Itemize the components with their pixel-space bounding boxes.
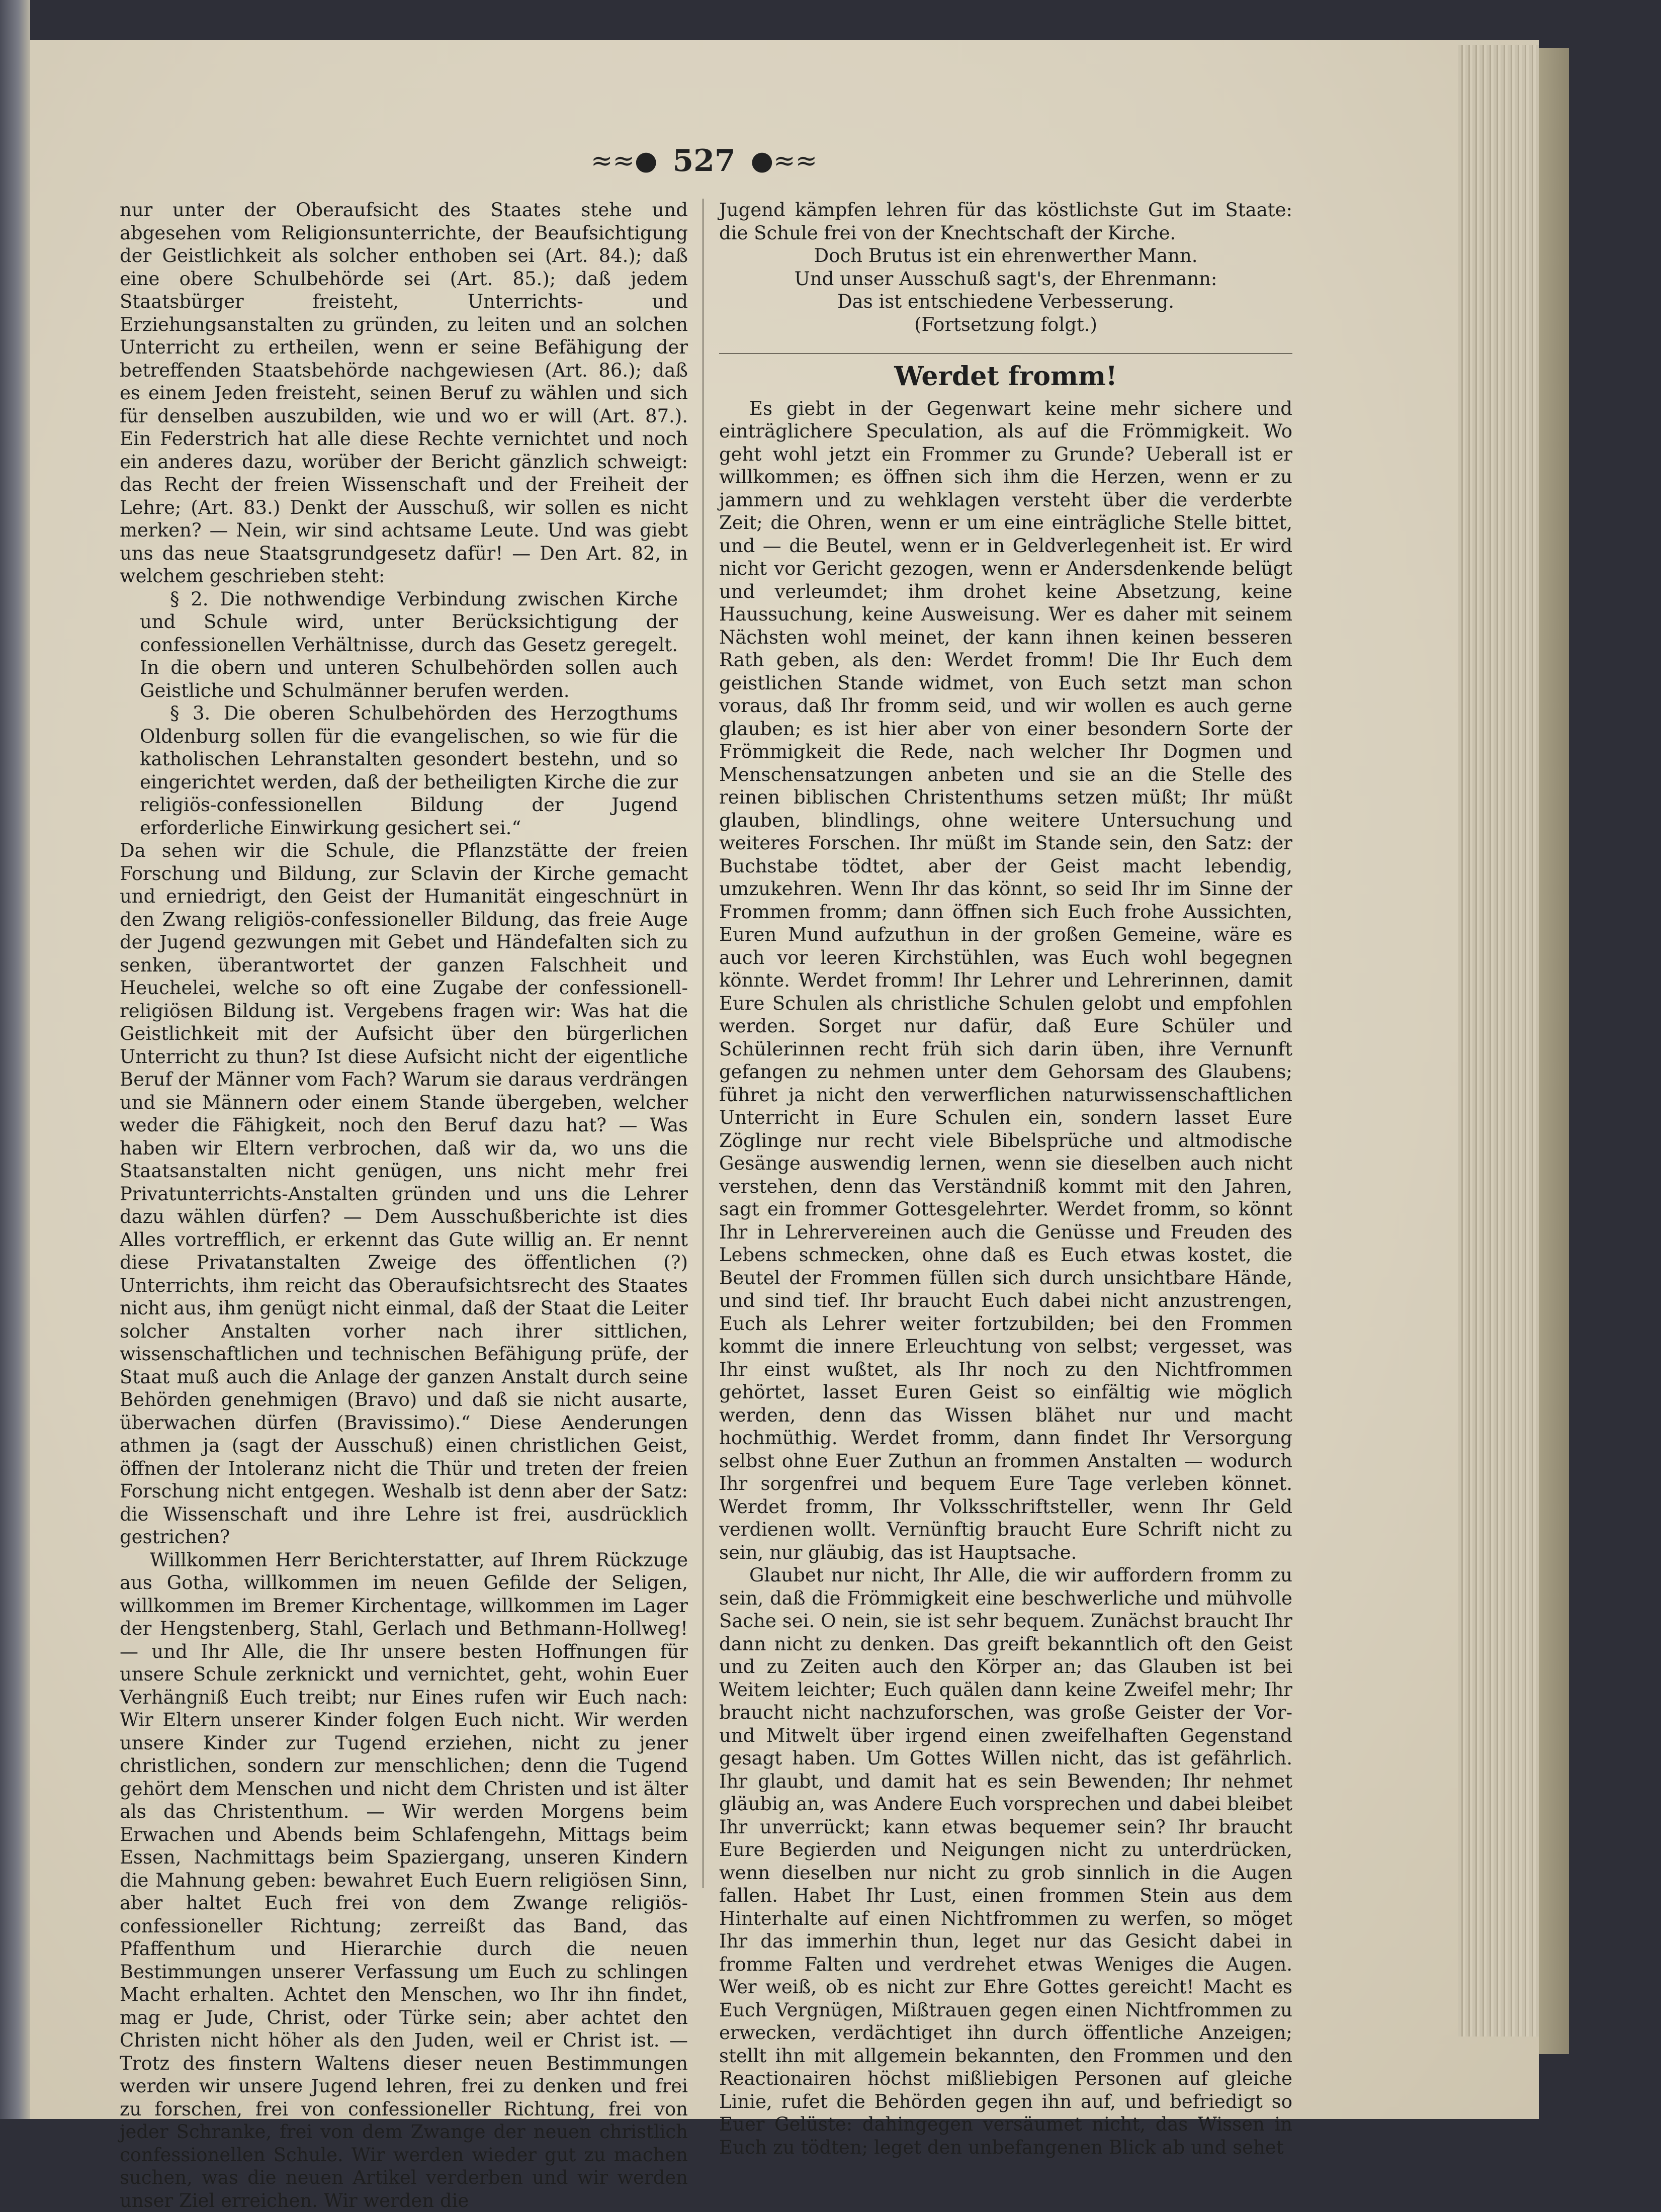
book-cover-board: [1539, 48, 1569, 2054]
quoted-article-section-3: § 3. Die oberen Schulbehörden des Herzogthums Oldenburg sollen für die evangelischen, so wie für die katholischen Lehranstalten gesondert bestehn, und so eingerichtet werden, daß der betheiligten Kirche die zur religiös-confessionellen Bildung der Jugend erforderliche Einwirkung gesichert sei.“: [140, 702, 678, 839]
paragraph: Jugend kämpfen lehren für das köstlichste Gut im Staate: die Schule frei von der Knechtschaft der Kirche.: [719, 199, 1292, 244]
verse-line: Das ist entschiedene Verbesserung.: [719, 290, 1292, 313]
ornament-right-icon: ●≈≈: [751, 146, 818, 176]
page-edges: [1458, 45, 1539, 2037]
paragraph: Willkommen Herr Berichterstatter, auf Ihrem Rückzuge aus Gotha, willkommen im neuen Gefilde der Seligen, willkommen im Bremer Kirchentage, willkommen im Lager der Hengstenberg, Stahl, Gerlach und Bethmann-Hollweg! — und Ihr Alle, die Ihr unsere besten Hoffnungen für unsere Schule zerknickt und vernichtet, geht, wohin Euer Verhängniß Euch treibt; nur Eines rufen wir Euch nach: Wir Eltern unserer Kinder folgen Euch nicht. Wir werden unsere Kinder zur Tugend erziehen, nicht zu jener christlichen, sondern zur menschlichen; denn die Tugend gehört dem Menschen und nicht dem Christen und ist älter als das Christenthum. — Wir werden Morgens beim Erwachen und Abends beim Schlafengehn, Mittags beim Essen, Nachmittags beim Spaziergang, unseren Kindern die Mahnung geben: bewahret Euch Euern religiösen Sinn, aber haltet Euch frei von dem Zwange religiös-confessioneller Richtung; zerreißt das Band, das Pfaffenthum und Hierarchie durch die neuen Bestimmungen unserer Verfassung um Euch zu schlingen Macht erhalten. Achtet den Menschen, wo Ihr ihn findet, mag er Jude, Christ, oder Türke sein; aber achtet den Christen nicht höher als den Juden, weil er Christ ist. — Trotz des finstern Waltens dieser neuen Bestimmungen werden wir unsere Jugend lehren, frei zu denken und frei zu forschen, frei von confessioneller Richtung, frei von jeder Schranke, frei von dem Zwange der neuen christlich confessionellen Schule. Wir werden wieder gut zu machen suchen, was die neuen Artikel verderben und wir werden unser Ziel erreichen. Wir werden die: [120, 1549, 688, 2212]
right-column: [719, 199, 1292, 2159]
verse-line: Doch Brutus ist ein ehrenwerther Mann.: [719, 244, 1292, 268]
article-title: Werdet fromm!: [719, 365, 1292, 388]
verse-line: Und unser Ausschuß sagt's, der Ehrenmann:: [719, 268, 1292, 291]
left-column: [120, 199, 688, 2212]
column-divider: [703, 199, 704, 1888]
paragraph: nur unter der Oberaufsicht des Staates stehe und abgesehen vom Religionsunterrichte, der Beaufsichtigung der Geistlichkeit als solcher enthoben sei (Art. 84.); daß eine obere Schulbehörde sei (Art. 85.); daß jedem Staatsbürger freisteht, Unterrichts- und Erziehungsanstalten zu gründen, zu leiten und an solchen Unterricht zu ertheilen, wenn er seine Befähigung der betreffenden Staatsbehörde nachgewiesen (Art. 86.); daß es einem Jeden freisteht, seinen Beruf zu wählen und sich für denselben auszubilden, wie und wo er will (Art. 87.). Ein Federstrich hat alle diese Rechte vernichtet und noch ein anderes dazu, worüber der Bericht gänzlich schweigt: das Recht der freien Wissenschaft und der Freiheit der Lehre; (Art. 83.) Denkt der Ausschuß, wir sollen es nicht merken? — Nein, wir sind achtsame Leute. Und was giebt uns das neue Staatsgrundgesetz dafür! — Den Art. 82, in welchem geschrieben steht:: [120, 199, 688, 588]
page-number: 527: [672, 143, 735, 179]
ornament-left-icon: ≈≈●: [591, 146, 658, 176]
quoted-article-section-2: § 2. Die nothwendige Verbindung zwischen Kirche und Schule wird, unter Berücksichtigung der confessionellen Verhältnisse, durch das Gesetz geregelt. In die obern und unteren Schulbehörden sollen auch Geistliche und Schulmänner berufen werden.: [140, 588, 678, 702]
book-spine-shadow: [0, 0, 30, 2119]
article-paragraph: Es giebt in der Gegenwart keine mehr sichere und einträglichere Speculation, als auf die Frömmigkeit. Wo geht wohl jetzt ein Frommer zu Grunde? Ueberall ist er willkommen; es öffnen sich ihm die Herzen, wenn er zu jammern und zu wehklagen versteht über die verderbte Zeit; die Ohren, wenn er um eine einträgliche Stelle bittet, und — die Beutel, wenn er in Geldverlegenheit ist. Er wird nicht vor Gericht gezogen, wenn er Andersdenkende belügt und verleumdet; ihm drohet keine Absetzung, keine Haussuchung, keine Ausweisung. Wer es daher mit seinem Nächsten wohl meinet, der kann ihnen keinen besseren Rath geben, als den: Werdet fromm! Die Ihr Euch dem geistlichen Stande widmet, von Euch setzt man schon voraus, daß Ihr fromm seid, und wir wollen es auch gerne glauben; es ist hier aber von einer besondern Sorte der Frömmigkeit die Rede, nach welcher Ihr Dogmen und Menschensatzungen anbeten und sie an die Stelle des reinen biblischen Christenthums setzen müßt; Ihr müßt glauben, blindlings, ohne weitere Untersuchung und weiteres Forschen. Ihr müßt im Stande sein, den Satz: der Buchstabe tödtet, aber der Geist macht lebendig, umzukehren. Wenn Ihr das könnt, so seid Ihr im Sinne der Frommen fromm; dann öffnen sich Euch frohe Aussichten, Euren Mund aufzuthun in der großen Gemeine, wäre es auch vor leeren Kirchstühlen, was Euch wohl begegnen könnte. Werdet fromm! Ihr Lehrer und Lehrerinnen, damit Eure Schulen als christliche Schulen gelobt und empfohlen werden. Sorget nur dafür, daß Eure Schüler und Schülerinnen recht früh sich darin üben, ihre Vernunft gefangen zu nehmen unter dem Gehorsam des Glaubens; führet ja nicht den verwerflichen naturwissenschaftlichen Unterricht in Eure Schulen ein, sondern lasset Eure Zöglinge nur recht viele Bibelsprüche und altmodische Gesänge auswendig lernen, wenn sie dieselben auch nicht verstehen, denn das Verständniß kommt mit den Jahren, sagt ein frommer Gottesgelehrter. Werdet fromm, so könnt Ihr in Lehrervereinen auch die Genüsse und Freuden des Lebens schmecken, ohne daß es Euch etwas kostet, die Beutel der Frommen füllen sich durch unsichtbare Hände, und sind tief. Ihr braucht Euch dabei nicht anzustrengen, Euch als Lehrer weiter fortzubilden; bei den Frommen kommt die innere Erleuchtung von selbst; vergesset, was Ihr einst wußtet, als Ihr noch zu den Nichtfrommen gehörtet, lasset Euren Geist so einfältig wie möglich werden, denn das Wissen blähet nur und macht hochmüthig. Werdet fromm, dann findet Ihr Versorgung selbst ohne Euer Zuthun an frommen Anstalten — wodurch Ihr sorgenfrei und bequem Eure Tage verleben könnet. Werdet fromm, Ihr Volksschriftsteller, wenn Ihr Geld verdienen wollt. Vernünftig braucht Eure Schrift nicht zu sein, nur gläubig, das ist Hauptsache.: [719, 397, 1292, 1564]
article-separator: [719, 353, 1292, 354]
article-paragraph: Glaubet nur nicht, Ihr Alle, die wir auffordern fromm zu sein, daß die Frömmigkeit eine beschwerliche und mühvolle Sache sei. O nein, sie ist sehr bequem. Zunächst braucht Ihr dann nicht zu denken. Das greift bekanntlich oft den Geist und zu Zeiten auch den Körper an; das Glauben ist bei Weitem leichter; Euch quälen dann keine Zweifel mehr; Ihr braucht nicht nachzuforschen, was große Geister der Vor- und Mitwelt über irgend einen zweifelhaften Gegenstand gesagt haben. Um Gottes Willen nicht, das ist gefährlich. Ihr glaubt, und damit hat es sein Bewenden; Ihr nehmet gläubig an, was Andere Euch vorsprechen und dabei bleibet Ihr unverrückt; kann etwas bequemer sein? Ihr braucht Eure Begierden und Neigungen nicht zu unterdrücken, wenn dieselben nur nicht zu grob sinnlich in die Augen fallen. Habet Ihr Lust, einen frommen Stein aus dem Hinterhalte auf einen Nichtfrommen zu werfen, so möget Ihr das immerhin thun, leget nur das Gesicht dabei in fromme Falten und verdrehet etwas Weniges die Augen. Wer weiß, ob es nicht zur Ehre Gottes gereicht! Macht es Euch Vergnügen, Mißtrauen gegen einen Nichtfrommen zu erwecken, verdächtiget ihn durch öffentliche Anzeigen; stellt ihn mit allgemein bekannten, den Frommen und den Reactionairen höchst mißliebigen Personen auf gleiche Linie, rufet die Behörden gegen ihn auf, und befriedigt so Euer Gelüste: dahingegen versäumet nicht, das Wissen in Euch zu tödten; leget den unbefangenen Blick ab und sehet: [719, 1564, 1292, 2159]
page-header: [603, 136, 805, 186]
continuation-note: (Fortsetzung folgt.): [719, 313, 1292, 336]
paragraph: Da sehen wir die Schule, die Pflanzstätte der freien Forschung und Bildung, zur Sclavin der Kirche gemacht und erniedrigt, den Geist der Humanität eingeschnürt in den Zwang religiös-confessioneller Bildung, das freie Auge der Jugend gezwungen mit Gebet und Händefalten sich zu senken, überantwortet der ganzen Falschheit und Heuchelei, welche so oft eine Zugabe der confessionell-religiösen Bildung ist. Vergebens fragen wir: Was hat die Geistlichkeit mit der Aufsicht über den bürgerlichen Unterricht zu thun? Ist diese Aufsicht nicht der eigentliche Beruf der Männer vom Fach? Warum sie daraus verdrängen und sie Männern oder einem Stande übergeben, welcher weder die Fähigkeit, noch den Beruf dazu hat? — Was haben wir Eltern verbrochen, daß wir da, wo uns die Staatsanstalten nicht genügen, uns nicht mehr frei Privatunterrichts-Anstalten gründen und uns die Lehrer dazu wählen dürfen? — Dem Ausschußberichte ist dies Alles vortrefflich, er erkennt das Gute willig an. Er nennt diese Privatanstalten Zweige des öffentlichen (?) Unterrichts, ihm reicht das Oberaufsichtsrecht des Staates nicht aus, ihm genügt nicht einmal, daß der Staat die Leiter solcher Anstalten vorher nach ihrer sittlichen, wissenschaftlichen und technischen Befähigung prüfe, der Staat muß auch die Anlage der ganzen Anstalt durch seine Behörden genehmigen (Bravo) und daß sie nicht ausarte, überwachen dürfen (Bravissimo).“ Diese Aenderungen athmen ja (sagt der Ausschuß) einen christlichen Geist, öffnen der Intoleranz nicht die Thür und treten der freien Forschung nicht entgegen. Weshalb ist denn aber der Satz: die Wissenschaft und ihre Lehre ist frei, ausdrücklich gestrichen?: [120, 839, 688, 1549]
